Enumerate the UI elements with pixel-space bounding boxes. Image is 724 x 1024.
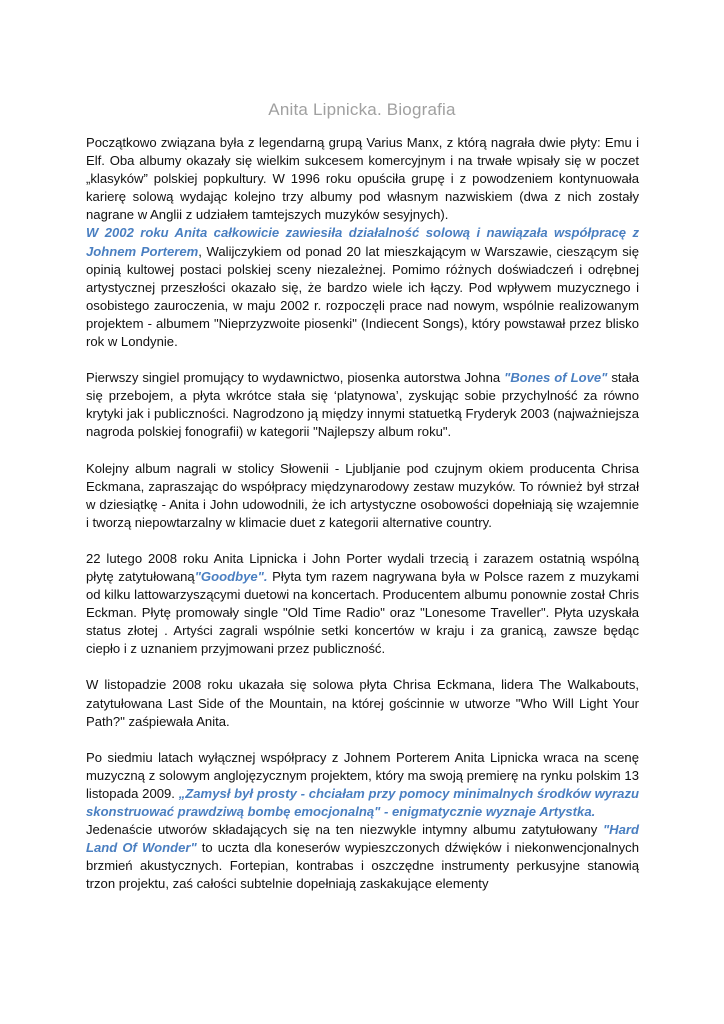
paragraph-8-text-b: to uczta dla koneserów wypieszczonych dźwięków i niekonwencjonalnych brzmień akustycznych. Fortepian, kontrabas i oszczędne instrumenty perkusyjne stanowią trzon projektu, zaś całości subtelnie dopełniają zaskakujące elementy	[86, 840, 639, 892]
highlight-goodbye: "Goodbye".	[194, 568, 268, 584]
paragraph-4: Kolejny album nagrali w stolicy Słowenii - Ljubljanie pod czujnym okiem producenta Chrisa Eckmana, zapraszając do współpracy międzynarodowy zestaw muzyków. To również był strzał w dziesiątkę - Anita i John udowodnili, że ich artystyczne osobowości dopełniają się wzajemnie i tworzą niepowtarzalny w klimacie duet z kategorii alternative country.	[86, 460, 639, 530]
paragraph-3	[86, 369, 639, 441]
paragraph-6: W listopadzie 2008 roku ukazała się solowa płyta Chrisa Eckmana, lidera The Walkabouts, zatytułowana Last Side of the Mountain, na której gościnnie w utworze "Who Will Light Your Path?" zaśpiewała Anita.	[86, 677, 639, 729]
paragraph-3-text-b: stała się przebojem, a płyta wkrótce stała się ‘platynowa’, zyskując sobie przychylność za równo krytyki jak i publiczności. Nagrodzono ją między innymi statuetką Fryderyk 2003 (najważniejsza nagroda polskiej fonografii) w kategorii "Najlepszy album roku".	[86, 370, 639, 440]
page-title: Anita Lipnicka. Biografia	[268, 100, 456, 119]
highlight-porter: W 2002 roku Anita całkowicie zawiesiła działalność solową i nawiązała współpracę z Johnem Porterem	[86, 225, 639, 259]
paragraph-7	[86, 749, 639, 821]
paragraph-5-text-a: 22 lutego 2008 roku Anita Lipnicka i John Porter wydali trzecią i zarazem ostatnią wspólną płytę zatytułowaną	[86, 550, 639, 584]
highlight-hard-land-of-wonder: "Hard Land Of Wonder"	[86, 822, 639, 856]
highlight-quote: „Zamysł był prosty - chciałam przy pomocy minimalnych środków wyrazu skonstruować prawdziwą bombę emocjonalną" - enigmatycznie wyznaje Artystka.	[86, 785, 639, 819]
paragraph-2-text: , Walijczykiem od ponad 20 lat mieszkającym w Warszawie, cieszącym się opinią kultowej postaci polskiej sceny niezależnej. Pomimo różnych doświadczeń i odrębnej artystycznej przeszłości okazało się, że bardzo wiele ich łączy. Pod wpływem muzycznego i osobistego zauroczenia, w maju 2002 r. rozpoczęli prace nad nowym, wspólnie realizowanym projektem - albumem "Nieprzyzwoite piosenki" (Indiecent Songs), który powstawał przez blisko rok w Londynie.	[86, 243, 639, 350]
paragraph-7-text: Po siedmiu latach wyłącznej współpracy z Johnem Porterem Anita Lipnicka wraca na scenę muzyczną z solowym anglojęzycznym projektem, który ma swoją premierę na rynku polskim 13 listopada 2009.	[86, 749, 639, 801]
paragraph-3-text-a: Pierwszy singiel promujący to wydawnictwo, piosenka autorstwa Johna	[86, 370, 505, 386]
paragraph-5	[86, 550, 639, 659]
paragraph-1: Początkowo związana była z legendarną grupą Varius Manx, z którą nagrała dwie płyty: Emu i Elf. Oba albumy okazały się wielkim sukcesem komercyjnym i na trwałe wpisały się w poczet „klasyków” polskiej popkultury. W 1996 roku opuściła grupę i z powodzeniem kontynuowała karierę solową wydając kolejno trzy albumy pod własnym nazwiskiem (dwa z nich zostały nagrane w Anglii z udziałem tamtejszych muzyków sesyjnych).	[86, 135, 639, 223]
paragraph-5-text-b: Płyta tym razem nagrywana była w Polsce razem z muzykami od kilku lattowarzyszącymi duetowi na koncertach. Producentem albumu ponownie został Chris Eckman. Płytę promowały single "Old Time Radio" oraz "Lonesome Traveller". Płyta uzyskała status złotej . Artyści zagrali wspólnie setki koncertów w kraju i za granicą, zawsze będąc ciepło i z uznaniem przyjmowani przez publiczność.	[86, 568, 639, 657]
paragraph-2	[86, 224, 639, 351]
document-body	[86, 134, 639, 893]
highlight-bones-of-love: "Bones of Love"	[504, 370, 608, 386]
paragraph-8-text-a: Jedenaście utworów składających się na ten niezwykle intymny albumu zatytułowany	[86, 822, 603, 838]
paragraph-8	[86, 821, 639, 893]
